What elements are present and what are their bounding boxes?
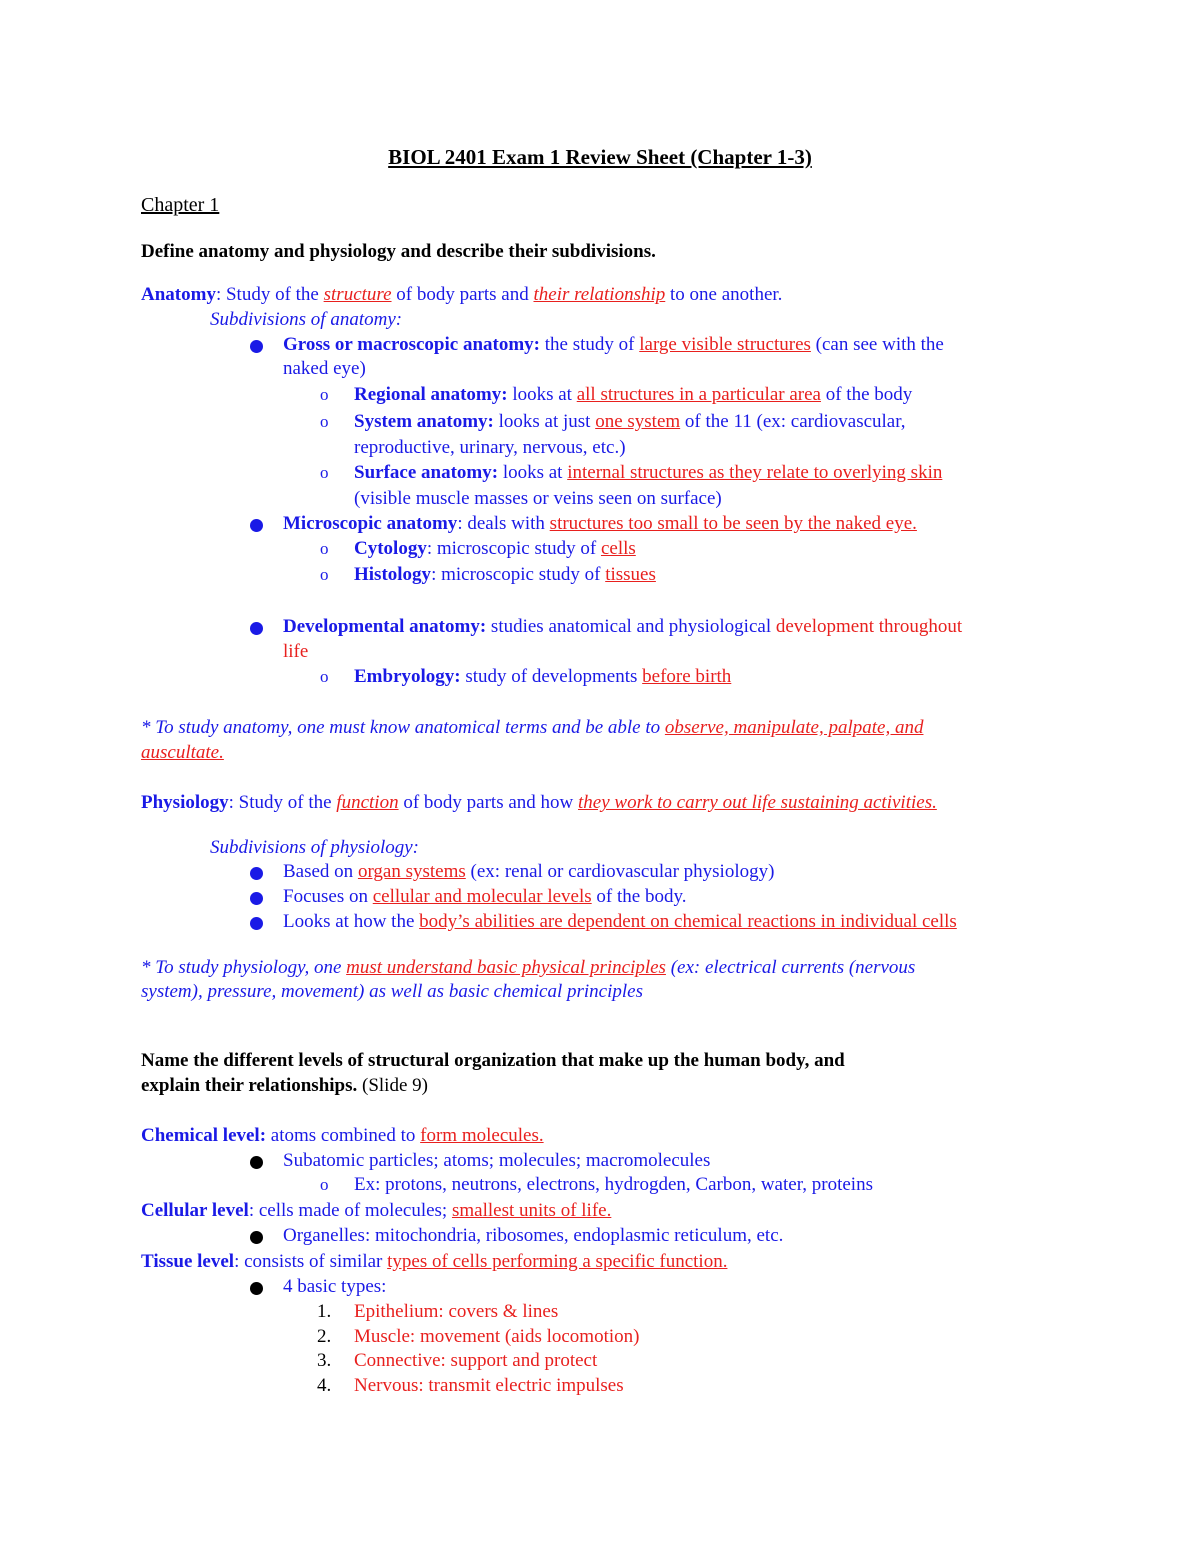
developmental-anatomy-continuation: life <box>283 641 309 662</box>
bullet-icon <box>250 622 263 635</box>
surface-anatomy-continuation: (visible muscle masses or veins seen on surface) <box>354 488 722 509</box>
chemical-level-example: Ex: protons, neutrons, electrons, hydrogden, Carbon, water, proteins <box>354 1174 873 1195</box>
sub-bullet-icon: o <box>320 463 329 482</box>
question-heading: Define anatomy and physiology and describe their subdivisions. <box>141 241 656 262</box>
bullet-icon <box>250 1282 263 1295</box>
bullet-icon <box>250 340 263 353</box>
bullet-icon <box>250 917 263 930</box>
histology-item: Histology: microscopic study of tissues <box>354 564 656 585</box>
sub-bullet-icon: o <box>320 565 329 584</box>
chemical-level-bullet: Subatomic particles; atoms; molecules; macromolecules <box>283 1150 711 1171</box>
gross-anatomy-continuation: naked eye) <box>283 358 366 379</box>
tissue-type-item: Muscle: movement (aids locomotion) <box>354 1326 640 1347</box>
surface-anatomy-item: Surface anatomy: looks at internal structures as they relate to overlying skin <box>354 462 943 483</box>
microscopic-anatomy-item: Microscopic anatomy: deals with structures too small to be seen by the naked eye. <box>283 513 917 534</box>
sub-bullet-icon: o <box>320 667 329 686</box>
tissue-type-item: Epithelium: covers & lines <box>354 1301 559 1322</box>
anatomy-note: * To study anatomy, one must know anatomical terms and be able to observe, manipulate, palpate, and <box>141 717 924 738</box>
bullet-icon <box>250 892 263 905</box>
list-number: 3. <box>317 1350 332 1371</box>
list-number: 4. <box>317 1375 332 1396</box>
list-number: 2. <box>317 1326 332 1347</box>
physiology-definition: Physiology: Study of the function of body parts and how they work to carry out life sustaining activities. <box>141 792 937 813</box>
physiology-bullet-3: Looks at how the body’s abilities are dependent on chemical reactions in individual cells <box>283 911 957 932</box>
cellular-level-item: Cellular level: cells made of molecules; smallest units of life. <box>141 1200 612 1221</box>
bullet-icon <box>250 867 263 880</box>
page-title: BIOL 2401 Exam 1 Review Sheet (Chapter 1-3) <box>388 145 812 169</box>
tissue-level-item: Tissue level: consists of similar types of cells performing a specific function. <box>141 1251 728 1272</box>
bullet-icon <box>250 519 263 532</box>
embryology-item: Embryology: study of developments before birth <box>354 666 732 687</box>
tissue-level-bullet: 4 basic types: <box>283 1276 387 1297</box>
anatomy-note-continuation: auscultate. <box>141 742 224 763</box>
cytology-item: Cytology: microscopic study of cells <box>354 538 636 559</box>
bullet-icon <box>250 1231 263 1244</box>
question-heading: Name the different levels of structural organization that make up the human body, and <box>141 1050 845 1071</box>
sub-bullet-icon: o <box>320 412 329 431</box>
system-anatomy-continuation: reproductive, urinary, nervous, etc.) <box>354 437 626 458</box>
cellular-level-bullet: Organelles: mitochondria, ribosomes, endoplasmic reticulum, etc. <box>283 1225 784 1246</box>
system-anatomy-item: System anatomy: looks at just one system of the 11 (ex: cardiovascular, <box>354 411 906 432</box>
tissue-type-item: Connective: support and protect <box>354 1350 598 1371</box>
chemical-level-item: Chemical level: atoms combined to form molecules. <box>141 1125 544 1146</box>
list-number: 1. <box>317 1301 332 1322</box>
physiology-note: * To study physiology, one must understand basic physical principles (ex: electrical currents (nervous <box>141 957 916 978</box>
physiology-bullet-2: Focuses on cellular and molecular levels of the body. <box>283 886 687 907</box>
gross-anatomy-item: Gross or macroscopic anatomy: the study of large visible structures (can see with the <box>283 334 944 355</box>
developmental-anatomy-item: Developmental anatomy: studies anatomical and physiological development throughout <box>283 616 963 637</box>
sub-bullet-icon: o <box>320 385 329 404</box>
chapter-heading: Chapter 1 <box>141 194 220 216</box>
tissue-type-item: Nervous: transmit electric impulses <box>354 1375 624 1396</box>
physiology-note-continuation: system), pressure, movement) as well as basic chemical principles <box>141 981 643 1002</box>
question-heading-continuation: explain their relationships. (Slide 9) <box>141 1075 428 1096</box>
sub-bullet-icon: o <box>320 539 329 558</box>
bullet-icon <box>250 1156 263 1169</box>
regional-anatomy-item: Regional anatomy: looks at all structures in a particular area of the body <box>354 384 913 405</box>
physiology-bullet-1: Based on organ systems (ex: renal or cardiovascular physiology) <box>283 861 775 882</box>
anatomy-definition: Anatomy: Study of the structure of body parts and their relationship to one another. <box>141 284 783 305</box>
physiology-subdivisions-label: Subdivisions of physiology: <box>210 837 419 858</box>
anatomy-subdivisions-label: Subdivisions of anatomy: <box>210 309 403 330</box>
sub-bullet-icon: o <box>320 1175 329 1194</box>
